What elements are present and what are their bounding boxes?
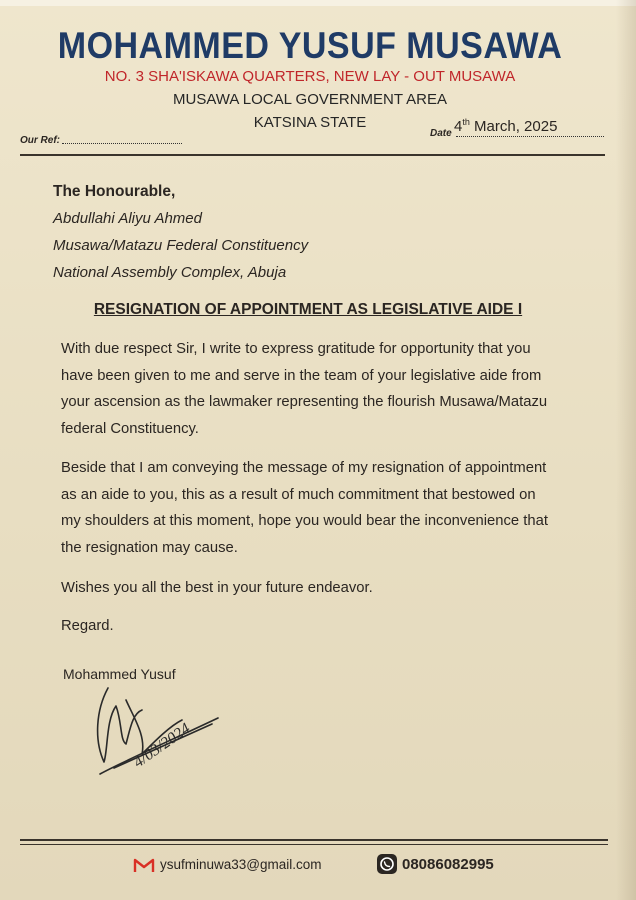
phone-number: 08086082995	[402, 856, 494, 873]
date-label: Date	[430, 128, 452, 139]
paper-shadow	[616, 0, 636, 900]
address-line-3: KATSINA STATE	[253, 114, 367, 131]
paragraph-2-line: the resignation may cause.	[61, 539, 238, 556]
recipient-name: Abdullahi Aliyu Ahmed	[53, 210, 202, 227]
header-rule	[20, 154, 605, 156]
paragraph-3: Wishes you all the best in your future endeavor.	[61, 580, 373, 596]
salutation: The Honourable,	[53, 183, 176, 200]
paragraph-2-line: Beside that I am conveying the message of my resignation of appointment	[61, 460, 547, 476]
subject-heading: RESIGNATION OF APPOINTMENT AS LEGISLATIVE AIDE I	[93, 301, 523, 318]
paragraph-2-line: my shoulders at this moment, hope you would bear the inconvenience that	[61, 513, 548, 529]
recipient-constituency: Musawa/Matazu Federal Constituency	[53, 237, 309, 254]
letter-date: 4th March, 2025	[454, 117, 558, 135]
paragraph-1	[61, 336, 576, 442]
paragraph-1-line: your ascension as the lawmaker representing the flourish Musawa/Matazu	[61, 394, 548, 410]
handwritten-signature	[86, 670, 236, 785]
whatsapp-icon	[376, 853, 398, 875]
paragraph-1-line: federal Constituency.	[61, 420, 199, 437]
paragraph-1-line: With due respect Sir, I write to express gratitude for opportunity that you	[61, 341, 531, 357]
date-dotted-line	[456, 136, 604, 137]
paragraph-2-line: as an aide to you, this as a result of much commitment that bestowed on	[61, 486, 536, 503]
paragraph-1-line: have been given to me and serve in the team of your legislative aide from	[61, 367, 542, 384]
gmail-icon	[133, 856, 155, 874]
letterhead-name: MOHAMMED YUSUF MUSAWA	[57, 25, 563, 66]
closing: Regard.	[61, 618, 114, 634]
footer-rule	[20, 839, 608, 841]
svg-text:4/03/2024: 4/03/2024	[130, 720, 194, 772]
paper-top-edge	[0, 0, 636, 6]
address-line-1: NO. 3 SHA'ISKAWA QUARTERS, NEW LAY - OUT MUSAWA	[104, 68, 516, 85]
email-link[interactable]: ysufminuwa33@gmail.com	[160, 857, 322, 872]
footer-rule-thin	[20, 844, 608, 845]
our-ref-label: Our Ref:	[20, 135, 60, 146]
ref-dotted-line	[62, 143, 182, 144]
paragraph-2	[61, 455, 576, 561]
address-line-2: MUSAWA LOCAL GOVERNMENT AREA	[173, 91, 447, 108]
recipient-location: National Assembly Complex, Abuja	[53, 264, 287, 281]
signer-name: Mohammed Yusuf	[63, 666, 176, 682]
